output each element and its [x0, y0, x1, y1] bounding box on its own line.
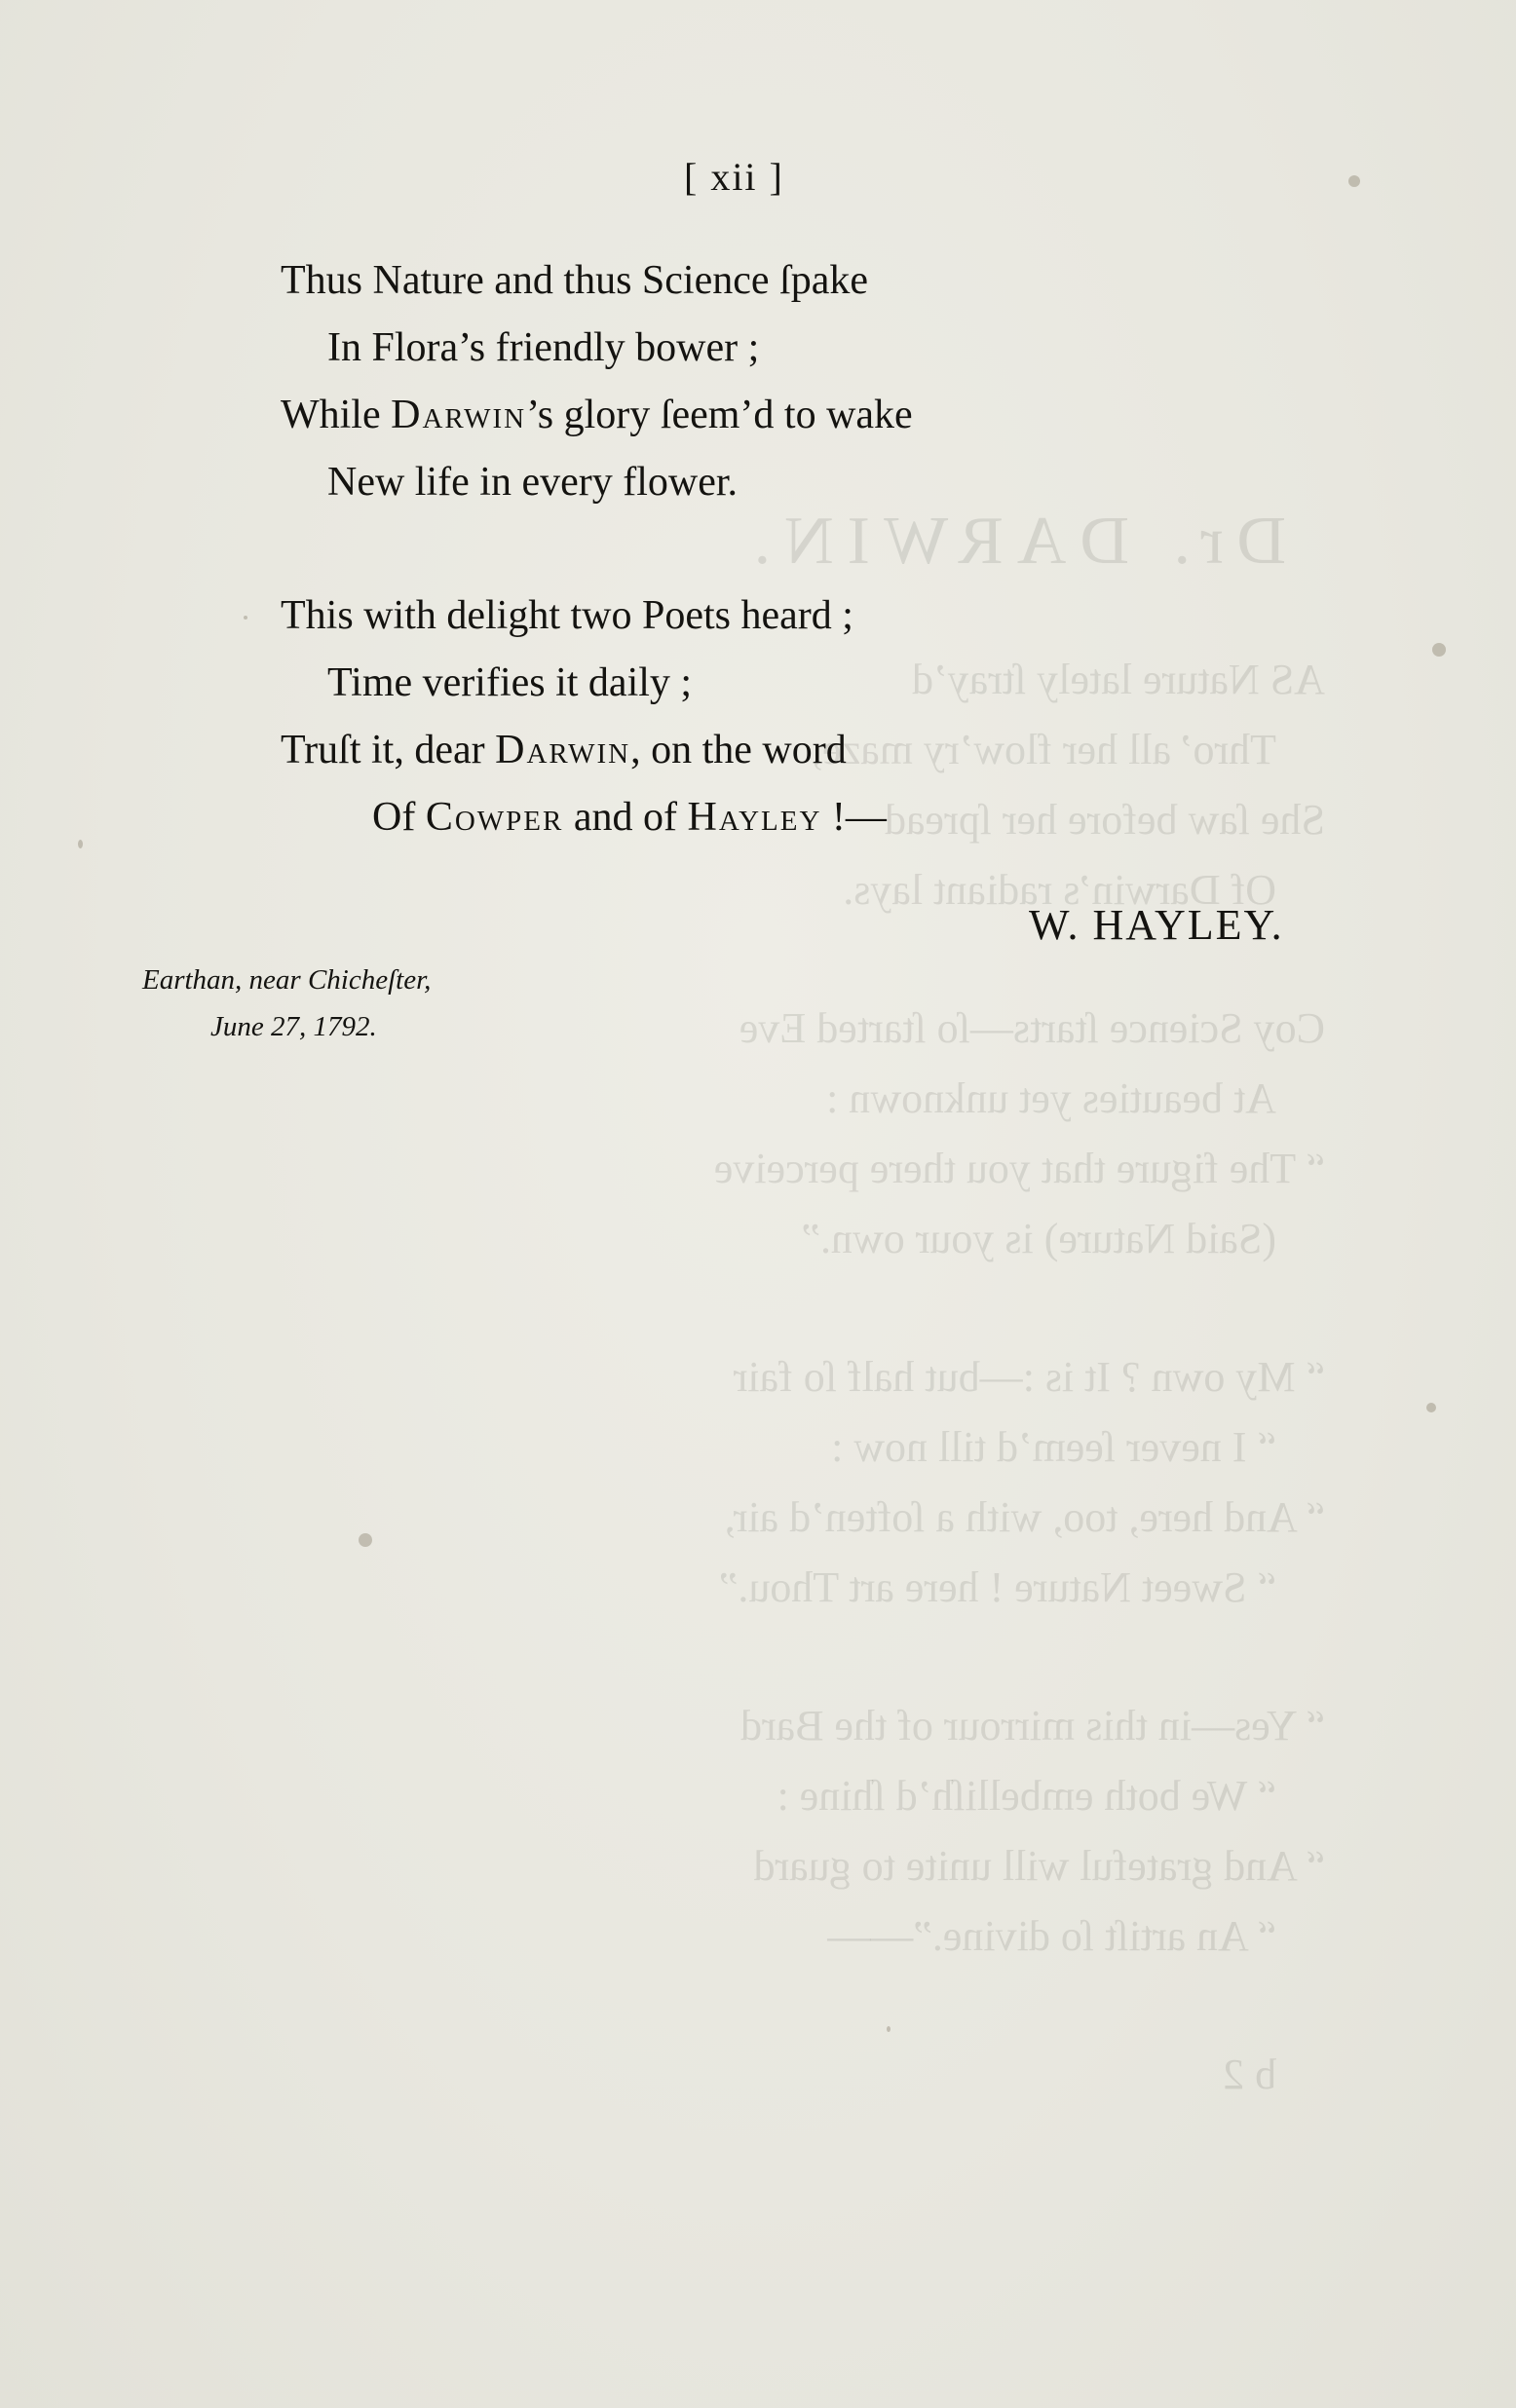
- poem-line: This with delight two Poets heard ;: [281, 593, 853, 638]
- poem-line: Truſt it, dear Darwin, on the word: [281, 728, 847, 772]
- paper-speck: [1432, 643, 1446, 657]
- page-number: [ xii ]: [684, 155, 784, 199]
- poem-line: Time verifies it daily ;: [327, 660, 693, 705]
- dateline: [142, 957, 431, 1050]
- name-darwin: Darwin: [495, 728, 631, 772]
- poem-line: New life in every flower.: [327, 460, 739, 505]
- name-hayley: Hayley: [687, 795, 822, 840]
- dateline-date: June 27, 1792.: [210, 1011, 377, 1042]
- bleed-through-text: Dr. DARWIN. AS Nature lately ſtray’d Thro’ all her flow’ry maze, She ſaw before her ſpread Of Darwin’s radiant lays. Coy Science ſtarts—ſo ſtarted Eve At beauties yet unknown : “ The figure that you there perceive (Said Nature) is your own.” “ My own ? It is :—but half ſo fair “ I never ſeem’d till now : “ And here, too, with a ſoften’d air, “ Sweet Nature ! here art Thou.” “ Yes—in this mirrour of the Bard “ We both embelliſh’d ſhine : “ And grateful will unite to guard “ An artiſt ſo divine.”—— b 2: [713, 504, 1325, 2098]
- poem-line: Of Cowper and of Hayley !—: [372, 795, 887, 840]
- paper-speck: [887, 2026, 891, 2032]
- paper-speck: [244, 616, 247, 620]
- dateline-place: Earthan, near Chicheſter,: [142, 964, 432, 996]
- paper-speck: [78, 840, 83, 848]
- signature: W. HAYLEY.: [1029, 901, 1284, 949]
- paper-speck: [1348, 175, 1360, 187]
- paper-speck: [359, 1533, 372, 1547]
- poem-line: While Darwin’s glory ſeem’d to wake: [281, 393, 913, 437]
- paper-speck: [1426, 1403, 1436, 1412]
- name-cowper: Cowper: [425, 795, 564, 840]
- poem-line: In Flora’s friendly bower ;: [327, 325, 760, 370]
- stanza-2: [281, 583, 887, 851]
- stanza-1: [281, 247, 913, 516]
- poem-line: Thus Nature and thus Science ſpake: [281, 258, 868, 303]
- name-darwin: Darwin: [391, 393, 527, 437]
